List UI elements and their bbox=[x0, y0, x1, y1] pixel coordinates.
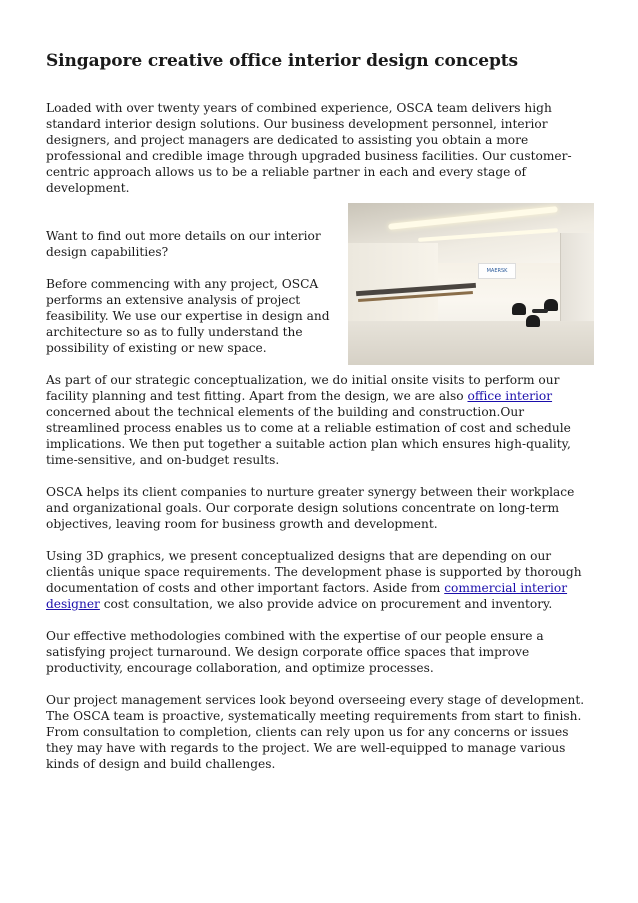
page-title: Singapore creative office interior design concepts bbox=[46, 51, 519, 71]
commercial-interior-designer-link[interactable]: commercial interior designer bbox=[46, 581, 568, 611]
question-paragraph: Want to find out more details on our interior design capabilities? bbox=[46, 229, 321, 259]
intro-paragraph: Loaded with over twenty years of combined experience, OSCA team delivers high standard interior design solutions. Our business development personnel, interior designers, and project managers are dedicated to assisting you obtain a more professional and credible image through upgraded business facilities. Our customer-centric approach allows us to be a reliable partner in each and every stage of development. bbox=[46, 101, 572, 195]
synergy-paragraph: OSCA helps its client companies to nurture greater synergy between their workplace and organizational goals. Our corporate design solutions concentrate on long-term objectives, leaving room for business growth and development. bbox=[46, 485, 575, 531]
office-interior-photo bbox=[348, 203, 594, 365]
management-paragraph: Our project management services look beyond overseeing every stage of development. The OSCA team is proactive, systematically meeting requirements from start to finish. From consultation to completion, clients can rely upon us for any concerns or issues they may have with regards to the project. We are well-equipped to manage various kinds of design and build challenges. bbox=[46, 693, 585, 771]
methodologies-paragraph: Our effective methodologies combined with the expertise of our people ensure a satisfying project turnaround. We design corporate office spaces that improve productivity, encourage collaboration, and optimize processes. bbox=[46, 629, 544, 675]
analysis-paragraph: Before commencing with any project, OSCA performs an extensive analysis of project feasibility. We use our expertise in design and architecture so as to fully understand the possibility of existing or new space. bbox=[46, 277, 330, 355]
company-sign: MAERSK bbox=[478, 263, 516, 279]
content-body bbox=[46, 228, 594, 788]
office-interior-link[interactable]: office interior bbox=[467, 389, 553, 403]
3d-graphics-paragraph: Using 3D graphics, we present conceptualized designs that are depending on our clientâs unique space requirements. The development phase is supported by thorough documentation of costs and other important factors. Aside from commercial interior designer cost consultation, we also provide advice on procurement and inventory. bbox=[46, 549, 582, 611]
strategic-paragraph: As part of our strategic conceptualization, we do initial onsite visits to perform our facility planning and test fitting. Apart from the design, we are also office interior concerned about the technical elements of the building and construction.Our streamlined process enables us to come at a reliable estimation of cost and schedule implications. We then put together a suitable action plan which ensures high-quality, time-sensitive, and on-budget results. bbox=[46, 373, 571, 467]
